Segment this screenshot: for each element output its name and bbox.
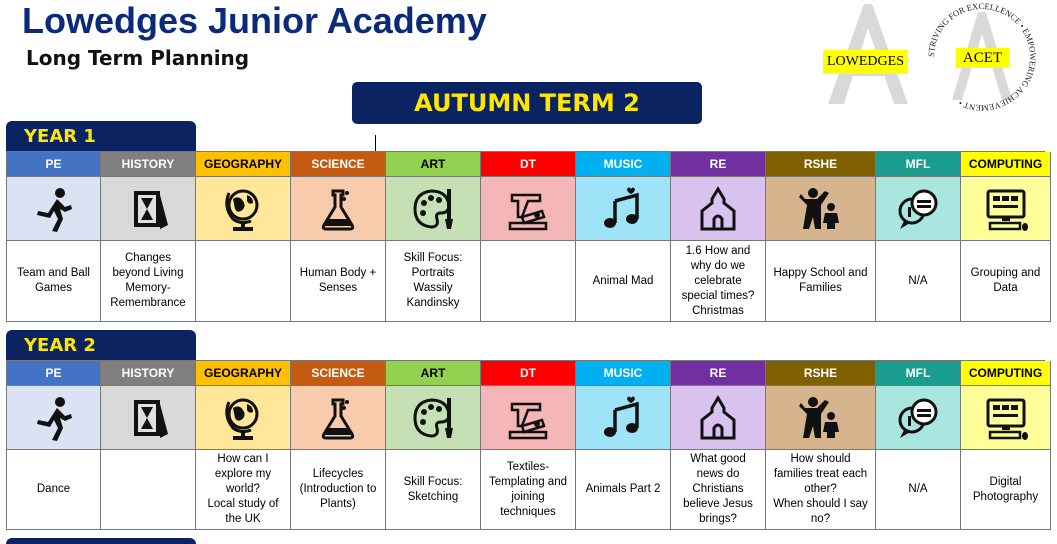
year-2-icon-cell [876,386,961,450]
year-1-icon-cell [7,177,101,241]
year-1-icon-cell [766,177,876,241]
hourglass-scroll-icon [124,185,172,233]
church-icon [694,394,742,442]
year-2-topic-cell: N/A [876,450,961,530]
year-2-topic-cell: How should families treat each other? When should I say no? [766,450,876,530]
year-1-topic-cell: Team and Ball Games [7,241,101,322]
year-2-topic-cell: Textiles-Templating and joining techniques [481,450,576,530]
year-2-icon-cell [386,386,481,450]
lowedges-logo-label: LOWEDGES [823,50,908,74]
year-2-icon-cell [196,386,291,450]
next-year-tab [6,538,196,544]
year-1-icon-cell [481,177,576,241]
year-2-grid [6,360,1045,530]
year-2-topic-cell: Dance [7,450,101,530]
palette-icon [409,185,457,233]
globe-icon [219,185,267,233]
year-2-topic-cell: How can I explore my world? Local study of the UK [196,450,291,530]
year-1-tab: YEAR 1 [6,121,196,151]
year-2-icon-cell [7,386,101,450]
year-1-subject-header: MUSIC [576,152,671,177]
year-2-icon-cell [766,386,876,450]
year-1-subject-header: RSHE [766,152,876,177]
family-icon [797,185,845,233]
acet-ring-text: STRIVING FOR EXCELLENCE • EMPOWERING ACHIEVEMENT • [925,0,1039,114]
year-1-subject-header: RE [671,152,766,177]
year-1-subject-header: ART [386,152,481,177]
year-2-icon-cell [961,386,1051,450]
acet-logo-label: ACET [956,48,1009,68]
year-1-topic-cell: N/A [876,241,961,322]
family-icon [797,394,845,442]
page-subtitle: Long Term Planning [26,46,250,70]
year-1-icon-cell [876,177,961,241]
year-1-icon-cell [101,177,196,241]
year-1-topic-cell [481,241,576,322]
year-1-topic-cell: Animal Mad [576,241,671,322]
year-2-subject-header: HISTORY [101,361,196,386]
year-2-subject-header: GEOGRAPHY [196,361,291,386]
year-1-icon-cell [961,177,1051,241]
year-1-subject-header: GEOGRAPHY [196,152,291,177]
year-1-subject-header: DT [481,152,576,177]
church-icon [694,185,742,233]
running-person-icon [30,185,78,233]
year-1-icon-cell [671,177,766,241]
computer-icon [982,394,1030,442]
speech-bubbles-icon [894,185,942,233]
year-1-subject-header: MFL [876,152,961,177]
year-2-icon-cell [481,386,576,450]
year-1-grid [6,151,1045,322]
sewing-machine-icon [504,394,552,442]
year-2-topic-cell [101,450,196,530]
year-2-icon-cell [291,386,386,450]
sewing-machine-icon [504,185,552,233]
year-1-icon-cell [576,177,671,241]
year-2-subject-header: MUSIC [576,361,671,386]
year-1-topic-cell: Changes beyond Living Memory-Remembrance [101,241,196,322]
year-2-subject-header: PE [7,361,101,386]
year-2-subject-header: ART [386,361,481,386]
flask-icon [314,394,362,442]
computer-icon [982,185,1030,233]
year-2-topic-cell: Animals Part 2 [576,450,671,530]
year-1-icon-cell [196,177,291,241]
music-note-icon [599,394,647,442]
term-banner: AUTUMN TERM 2 [352,82,702,124]
year-2-topic-cell: Lifecycles (Introduction to Plants) [291,450,386,530]
year-1-topic-cell: Grouping and Data [961,241,1051,322]
year-1-topic-cell: Human Body + Senses [291,241,386,322]
school-title: Lowedges Junior Academy [22,0,487,41]
year-1-icon-cell [291,177,386,241]
year-1-subject-header: SCIENCE [291,152,386,177]
year-2-tab: YEAR 2 [6,330,196,360]
year-2-icon-cell [101,386,196,450]
music-note-icon [599,185,647,233]
year-2-topic-cell: Skill Focus: Sketching [386,450,481,530]
year-2-topic-cell: What good news do Christians believe Jesus brings? [671,450,766,530]
running-person-icon [30,394,78,442]
year-2-subject-header: RE [671,361,766,386]
year-1-subject-header: COMPUTING [961,152,1051,177]
year-2-subject-header: DT [481,361,576,386]
year-2-subject-header: COMPUTING [961,361,1051,386]
year-1-icon-cell [386,177,481,241]
hourglass-scroll-icon [124,394,172,442]
speech-bubbles-icon [894,394,942,442]
year-2-subject-header: MFL [876,361,961,386]
palette-icon [409,394,457,442]
year-2-topic-cell: Digital Photography [961,450,1051,530]
year-1-subject-header: HISTORY [101,152,196,177]
year-2-icon-cell [576,386,671,450]
year-1-topic-cell: Skill Focus: Portraits Wassily Kandinsky [386,241,481,322]
year-1-topic-cell: 1.6 How and why do we celebrate special times? Christmas [671,241,766,322]
flask-icon [314,185,362,233]
year-1-topic-cell [196,241,291,322]
year-2-subject-header: SCIENCE [291,361,386,386]
year-2-subject-header: RSHE [766,361,876,386]
year-2-icon-cell [671,386,766,450]
globe-icon [219,394,267,442]
year-1-topic-cell: Happy School and Families [766,241,876,322]
year-1-subject-header: PE [7,152,101,177]
